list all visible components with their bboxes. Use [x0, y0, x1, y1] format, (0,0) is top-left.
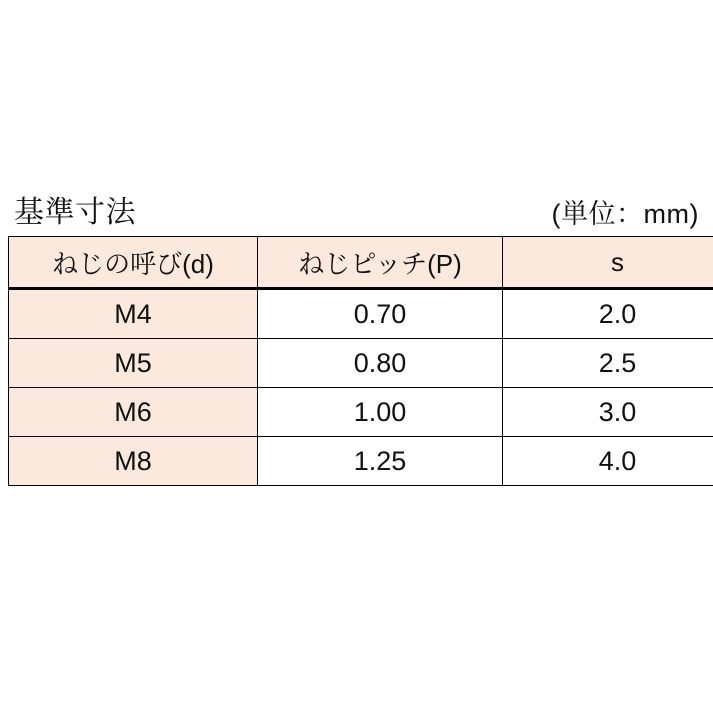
cell-s: 2.0 [503, 289, 713, 339]
spec-table-block [8, 196, 705, 486]
table-body [9, 289, 713, 486]
column-header-s: s [503, 237, 713, 289]
table-row [9, 339, 713, 388]
cell-thread-pitch: 0.80 [258, 339, 503, 388]
cell-s: 3.0 [503, 388, 713, 437]
cell-thread-designation: M5 [9, 339, 258, 388]
cell-thread-pitch: 0.70 [258, 289, 503, 339]
caption-title: 基準寸法 [14, 196, 136, 229]
table-row [9, 388, 713, 437]
cell-thread-designation: M8 [9, 437, 258, 486]
table-row [9, 289, 713, 339]
table-row [9, 437, 713, 486]
cell-s: 4.0 [503, 437, 713, 486]
cell-thread-designation: M4 [9, 289, 258, 339]
column-header-thread-designation: ねじの呼び(d) [9, 237, 258, 289]
column-header-thread-pitch: ねじピッチ(P) [258, 237, 503, 289]
cell-thread-pitch: 1.25 [258, 437, 503, 486]
table-caption [8, 196, 705, 236]
dimension-table [8, 236, 713, 486]
cell-thread-designation: M6 [9, 388, 258, 437]
caption-unit: (単位：mm) [551, 199, 699, 229]
table-header [9, 237, 713, 289]
cell-thread-pitch: 1.00 [258, 388, 503, 437]
table-header-row [9, 237, 713, 289]
cell-s: 2.5 [503, 339, 713, 388]
